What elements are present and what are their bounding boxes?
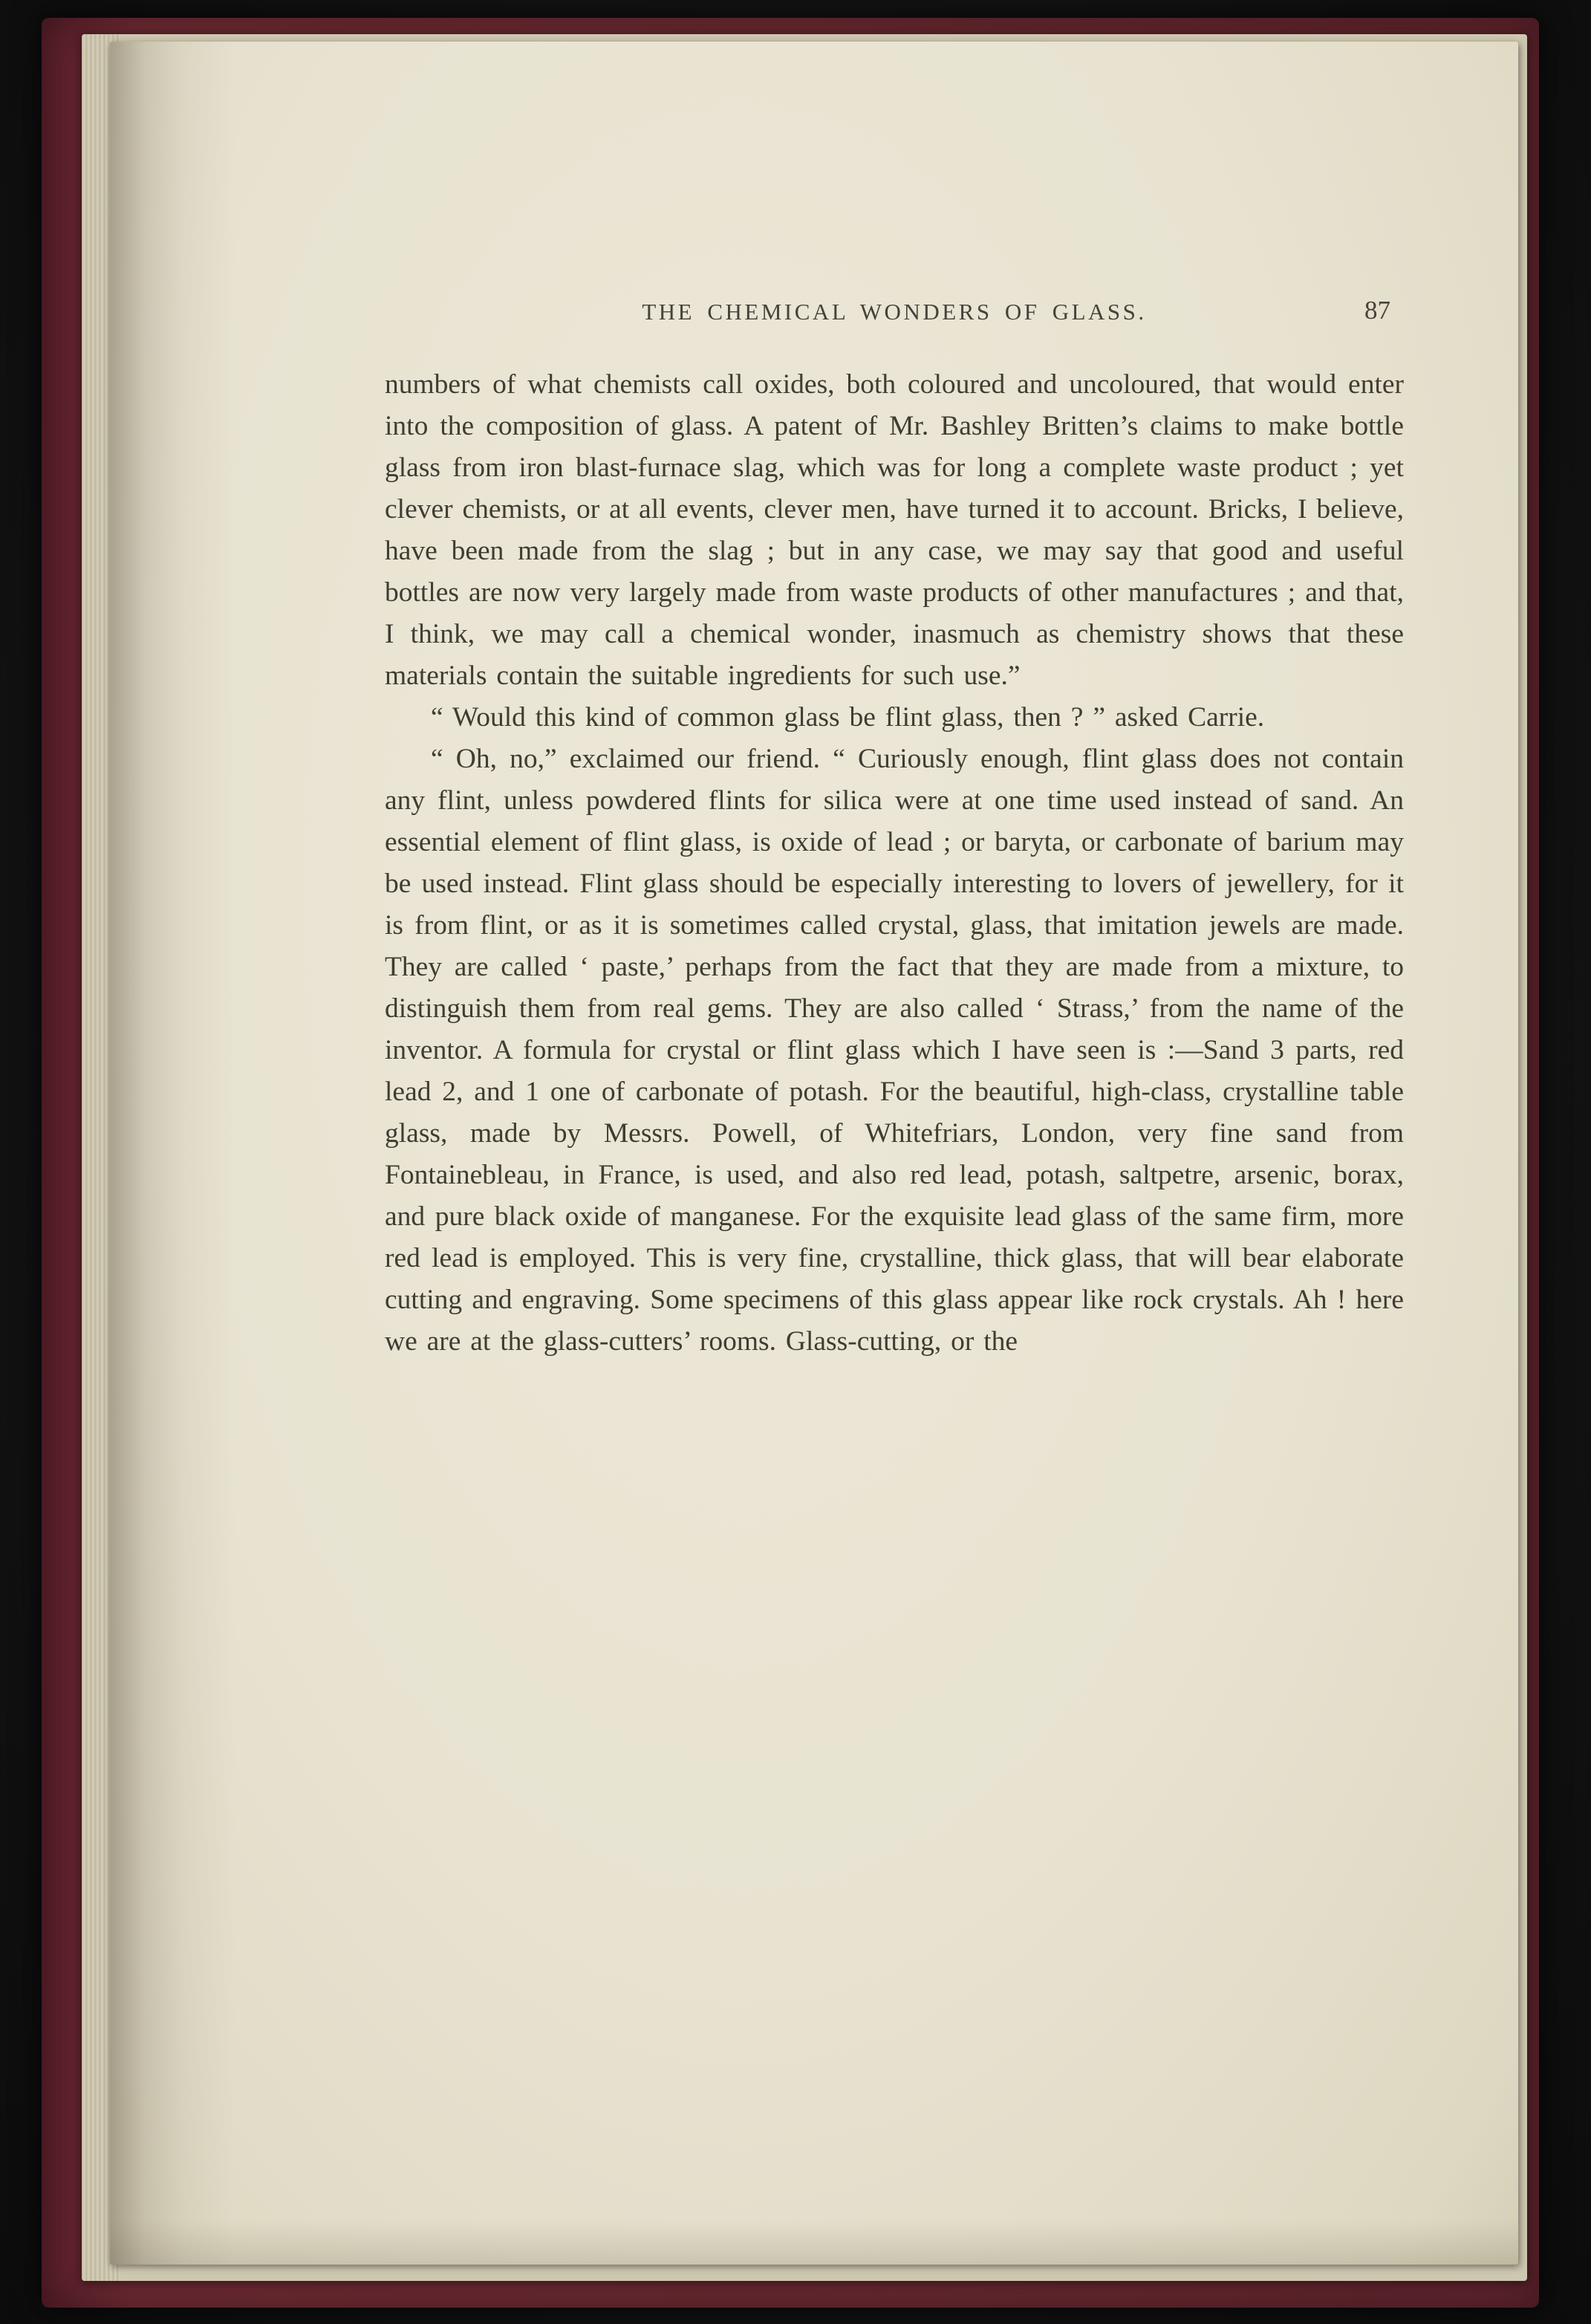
paragraph: “ Would this kind of common glass be flint glass, then ? ” asked Carrie.	[431, 702, 1265, 733]
running-title: THE CHEMICAL WONDERS OF GLASS.	[642, 299, 1147, 325]
paragraph: “ Oh, no,” exclaimed our friend. “ Curiously enough, flint glass does not contain any flint, unless powdered flints for silica were at one time used instead of sand. An essential element of flint glass, is oxide of lead ; or baryta, or carbonate of barium may be used instead. Flint glass should be especially interesting to lovers of jewellery, for it is from flint, or as it is sometimes called crystal, glass, that imitation jewels are made. They are called ‘ paste,’ perhaps from the fact that they are made from a mixture, to distinguish them from real gems. They are also called ‘ Strass,’ from the name of the inventor. A formula for crystal or flint glass which I have seen is :—Sand 3 parts, red lead 2, and 1 one of carbonate of potash. For the beautiful, high-class, crystalline table glass, made by Messrs. Powell, of Whitefriars, London, very fine sand from Fontainebleau, in France, is used, and also red lead, potash, saltpetre, arsenic, borax, and pure black oxide of manganese. For the exquisite lead glass of the same firm, more red lead is employed. This is very fine, crystalline, thick glass, that will bear elaborate cutting and engraving. Some specimens of this glass appear like rock crystals. Ah ! here we are at the glass-cutters’ rooms. Glass-cutting, or the	[385, 744, 1404, 1357]
paragraph: numbers of what chemists call oxides, both coloured and uncoloured, that would enter into the composition of glass. A patent of Mr. Bashley Britten’s claims to make bottle glass from iron blast-furnace slag, which was for long a complete waste product ; yet clever chemists, or at all events, clever men, have turned it to account. Bricks, I believe, have been made from the slag ; but in any case, we may say that good and useful bottles are now very largely made from waste products of other manufactures ; and that, I think, we may call a chemical wonder, inasmuch as chemistry shows that these materials contain the suitable ingredients for such use.”	[385, 369, 1404, 691]
spine-shadow	[110, 42, 236, 2265]
page-number: 87	[1364, 296, 1390, 325]
page-header	[385, 296, 1404, 333]
page-content	[385, 296, 1404, 1363]
book-page	[110, 42, 1518, 2265]
text-block	[385, 364, 1404, 1363]
page-bottom-shade	[110, 2220, 1518, 2265]
